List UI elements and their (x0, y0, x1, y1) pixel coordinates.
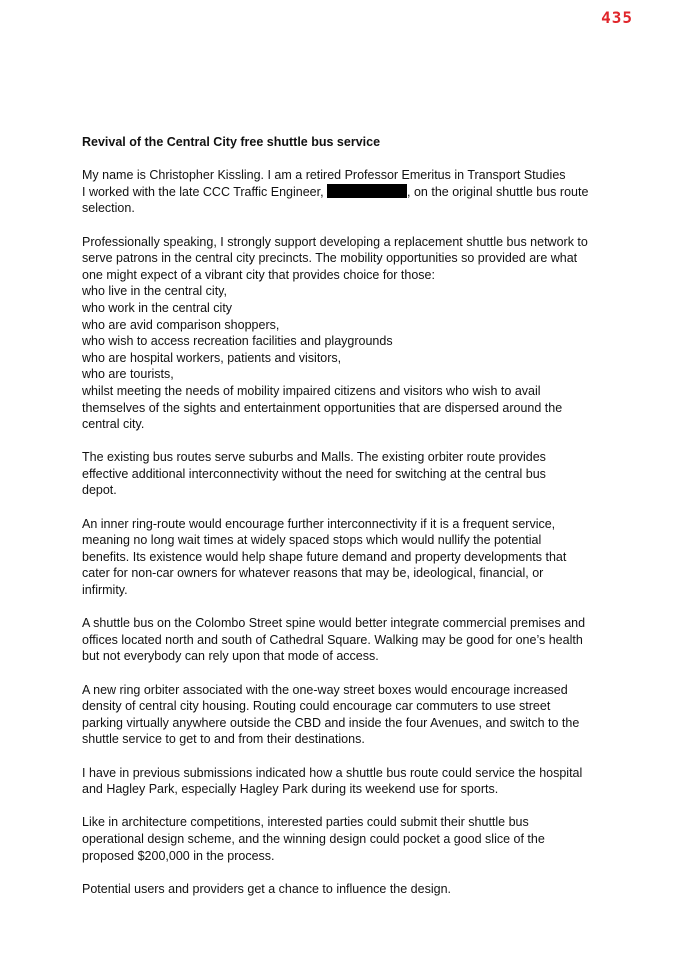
page-number: 435 (601, 8, 633, 27)
paragraph-line: but not everybody can rely upon that mode of access. (82, 649, 379, 664)
list-item: who live in the central city, (82, 284, 227, 299)
intro-line: selection. (82, 201, 135, 216)
ring-orbiter-paragraph (82, 682, 612, 748)
paragraph-line: A shuttle bus on the Colombo Street spine would better integrate commercial premises and (82, 616, 586, 631)
paragraph-line: cater for non-car owners for whatever reasons that may be, ideological, financial, or (82, 566, 544, 581)
paragraph-line: effective additional interconnectivity without the need for switching at the central bus (82, 466, 546, 481)
paragraph-line: serve patrons in the central city precincts. The mobility opportunities so provided are what (82, 251, 578, 266)
list-item: who are tourists, (82, 367, 174, 382)
paragraph-line: parking virtually anywhere outside the CBD and inside the four Avenues, and switch to the (82, 715, 580, 730)
redaction-block (327, 184, 407, 198)
paragraph-line: central city. (82, 417, 145, 432)
list-item: who are hospital workers, patients and visitors, (82, 350, 342, 365)
intro-paragraph (82, 167, 612, 217)
inner-ring-paragraph (82, 516, 612, 599)
colombo-paragraph (82, 615, 612, 665)
paragraph-line: A new ring orbiter associated with the one-way street boxes would encourage increased (82, 682, 568, 697)
intro-line (82, 184, 612, 201)
paragraph-line: Like in architecture competitions, interested parties could submit their shuttle bus (82, 815, 529, 830)
support-paragraph (82, 234, 612, 433)
intro-line-text: I worked with the late CCC Traffic Engineer, (82, 184, 328, 199)
paragraph-line: infirmity. (82, 583, 128, 598)
paragraph-line: An inner ring-route would encourage further interconnectivity if it is a frequent service, (82, 516, 556, 531)
intro-line: My name is Christopher Kissling. I am a retired Professor Emeritus in Transport Studies (82, 168, 566, 183)
existing-routes-paragraph (82, 449, 612, 499)
paragraph-line: I have in previous submissions indicated how a shuttle bus route could service the hospital (82, 765, 583, 780)
list-item: who wish to access recreation facilities and playgrounds (82, 334, 393, 349)
paragraph-line: Professionally speaking, I strongly support developing a replacement shuttle bus network to (82, 234, 588, 249)
paragraph-line: operational design scheme, and the winning design could pocket a good slice of the (82, 831, 545, 846)
paragraph-line: one might expect of a vibrant city that provides choice for those: (82, 267, 435, 282)
paragraph-line: themselves of the sights and entertainment opportunities that are dispersed around the (82, 400, 563, 415)
paragraph-line: depot. (82, 483, 117, 498)
list-item: who are avid comparison shoppers, (82, 317, 280, 332)
paragraph-line: Potential users and providers get a chance to influence the design. (82, 881, 451, 896)
paragraph-line: and Hagley Park, especially Hagley Park during its weekend use for sports. (82, 782, 499, 797)
paragraph-line: proposed $200,000 in the process. (82, 848, 275, 863)
document-body (82, 134, 612, 914)
document-title: Revival of the Central City free shuttle bus service (82, 135, 381, 149)
competition-paragraph (82, 814, 612, 864)
paragraph-line: shuttle service to get to and from their destinations. (82, 732, 365, 747)
paragraph-line: whilst meeting the needs of mobility impaired citizens and visitors who wish to avail (82, 383, 541, 398)
closing-paragraph (82, 881, 612, 898)
paragraph-line: offices located north and south of Cathedral Square. Walking may be good for one’s health (82, 632, 583, 647)
paragraph-line: density of central city housing. Routing could encourage car commuters to use street (82, 699, 551, 714)
paragraph-line: The existing bus routes serve suburbs and Malls. The existing orbiter route provides (82, 450, 546, 465)
hospital-paragraph (82, 765, 612, 798)
paragraph-line: meaning no long wait times at widely spaced stops which would nullify the potential (82, 533, 542, 548)
paragraph-line: benefits. Its existence would help shape future demand and property developments that (82, 549, 567, 564)
intro-line-text: , on the original shuttle bus route (407, 184, 589, 199)
list-item: who work in the central city (82, 300, 233, 315)
